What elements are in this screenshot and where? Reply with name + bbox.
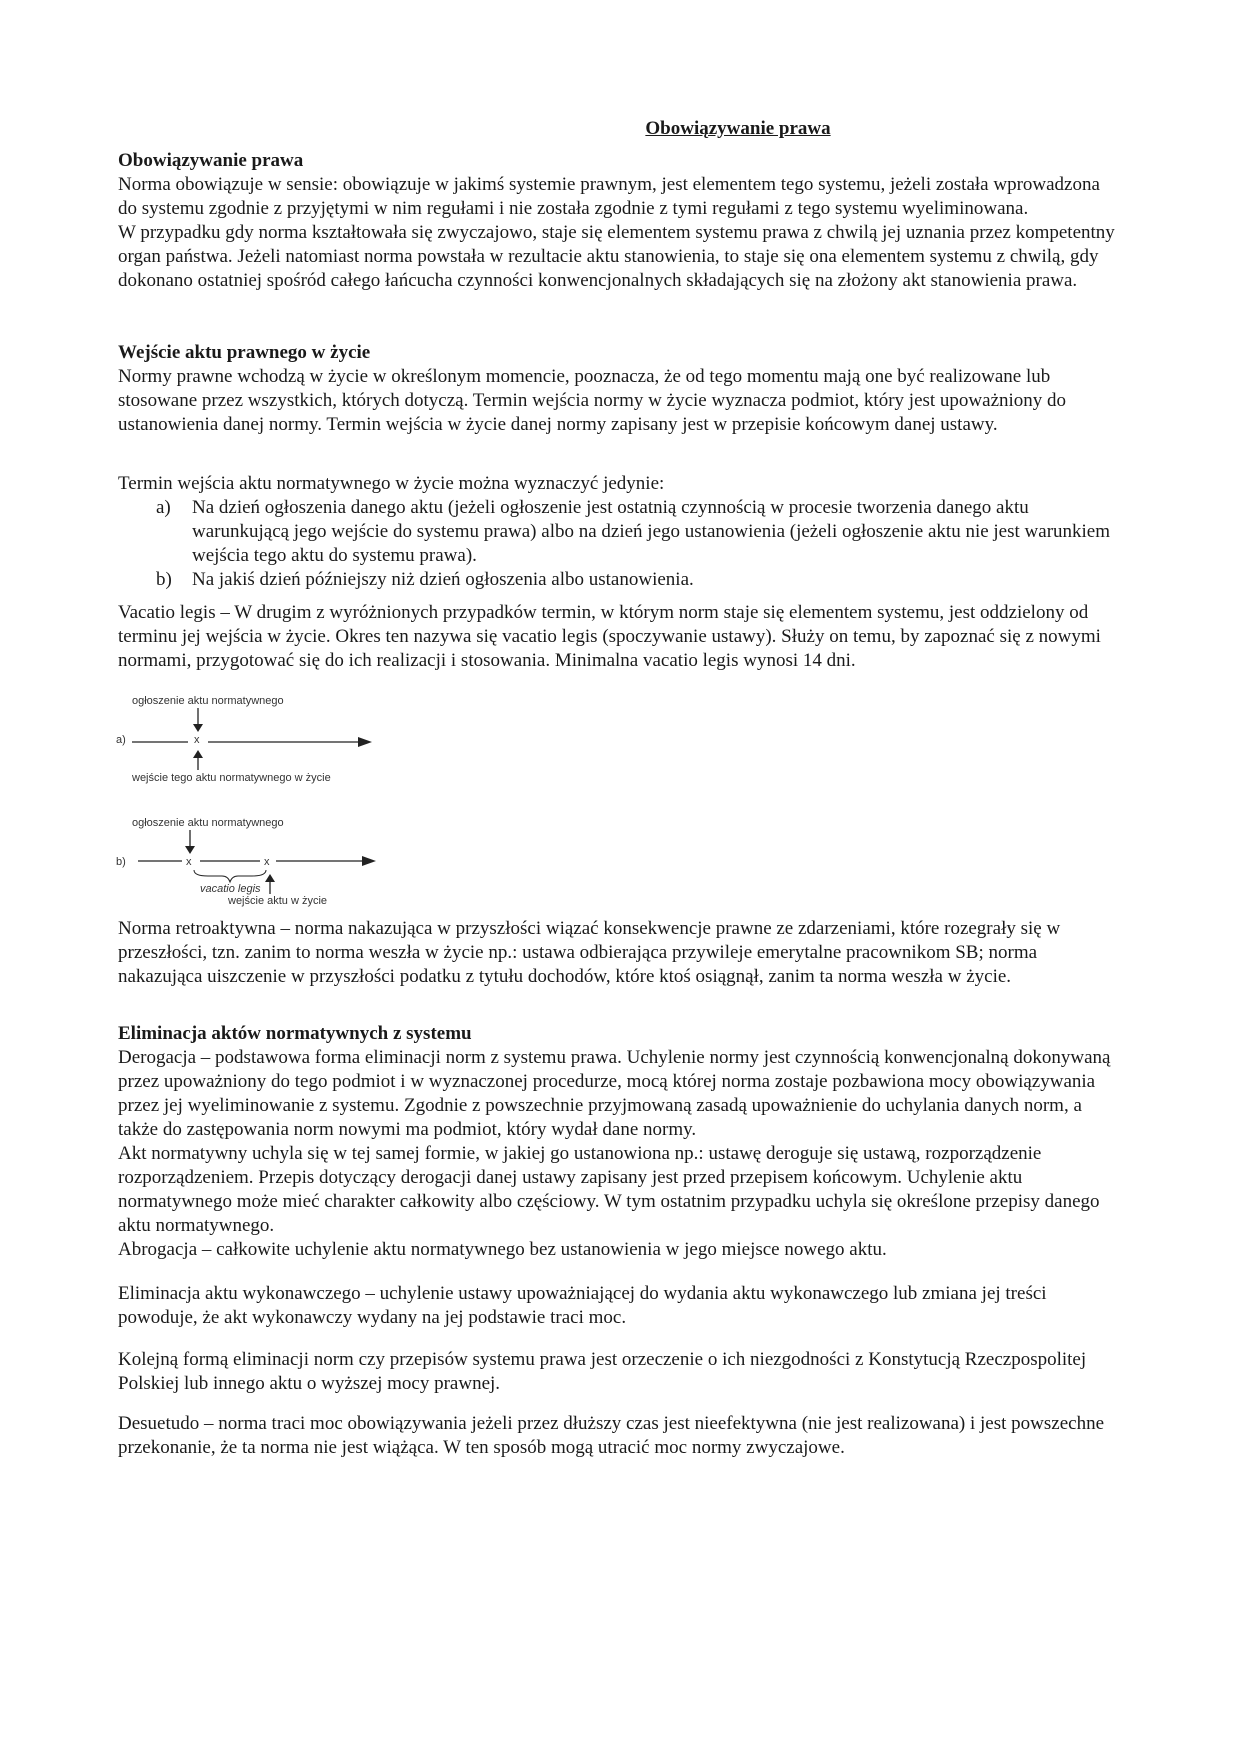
arrowhead (265, 874, 275, 882)
paragraph: Kolejną formą eliminacji norm czy przepisów systemu prawa jest orzeczenie o ich niezgodności z Konstytucją Rzeczpospolitej Polskiej lub innego aktu o wyższej mocy prawnej. (118, 1349, 1087, 1394)
timeline-mark: x (194, 734, 200, 746)
diagram-label: wejście aktu w życie (228, 895, 328, 907)
arrowhead (193, 750, 203, 758)
paragraph: Norma retroaktywna – norma nakazująca w przyszłości wiązać konsekwencje prawne ze zdarzeniami, które rozegrały się w przeszłości, tzn. zanim to norma weszła w życie np.: ustawa odbierająca przywileje emerytalne pracownikom SB; norma nakazująca uiszczenie w przyszłości podatku z tytułu dochodów, które ktoś osiągnął, zanim ta norma weszła w życie. (118, 918, 1061, 987)
section-eliminacja (118, 1022, 1123, 1238)
timeline-diagram-a (118, 690, 438, 795)
arrowhead (358, 737, 372, 747)
diagram-label: wejście tego aktu normatywnego w życie (132, 772, 331, 784)
diagram-label: ogłoszenie aktu normatywnego (132, 817, 284, 829)
diagram-label: ogłoszenie aktu normatywnego (132, 695, 284, 707)
paragraph: Derogacja – podstawowa forma eliminacji norm z systemu prawa. Uchylenie normy jest czynnością konwencjonalną dokonywaną przez upoważniony do tego podmiot i w wyznaczonej procedurze, mocą której norma zostaje pozbawiona mocy obowiązywania przez jej wyeliminowanie z systemu. Zgodnie z powszechnie przyjmowaną zasadą upoważnienie do uchylania danych norm, a także do zastępowania norm nowymi ma podmiot, który wydał dane normy. (118, 1047, 1111, 1140)
list-marker: a) (156, 497, 171, 518)
paragraph: Normy prawne wchodzą w życie w określonym momencie, pooznacza, że od tego momentu mają one być realizowane lub stosowane przez wszystkich, których dotyczą. Termin wejścia normy w życie wyznacza podmiot, który jest upoważniony do ustanowienia danej normy. Termin wejścia w życie danej normy zapisany jest w przepisie końcowym danej ustawy. (118, 366, 1067, 435)
paragraph: Termin wejścia aktu normatywnego w życie można wyznaczyć jedynie: (118, 473, 665, 494)
section-desuetudo (118, 1412, 1123, 1460)
section-heading: Obowiązywanie prawa (118, 150, 304, 171)
timeline-mark: x (264, 856, 270, 868)
paragraph: Vacatio legis – W drugim z wyróżnionych przypadków termin, w którym norm staje się elementem systemu, jest oddzielony od terminu jej wejścia w życie. Okres ten nazywa się vacatio legis (spoczywanie ustawy). Służy on temu, by zapoznać się z nowymi normami, przygotować się do ich realizacji i stosowania. Minimalna vacatio legis wynosi 14 dni. (118, 602, 1101, 671)
list-item (118, 496, 1123, 568)
paragraph: Akt normatywny uchyla się w tej samej formie, w jakiej go ustanowiona np.: ustawę deroguje się ustawą, rozporządzenie rozporządzeniem. Przepis dotyczący derogacji danej ustawy zapisany jest przed przepisem końcowym. Uchylenie aktu normatywnego może mieć charakter całkowity albo częściowy. W tym ostatnim przypadku uchyla się określone przepisy danego aktu normatywnego. (118, 1143, 1100, 1236)
section-heading: Wejście aktu prawnego w życie (118, 342, 371, 363)
vacatio-legis-brace (194, 870, 266, 882)
paragraph: Eliminacja aktu wykonawczego – uchylenie ustawy upoważniającej do wydania aktu wykonawczego lub zmiana jej treści powoduje, że akt wykonawczy wydany na jej podstawie traci moc. (118, 1283, 1047, 1328)
page-title: Obowiązywanie prawa (645, 118, 831, 139)
section-akt-wykonawczy (118, 1282, 1123, 1330)
paragraph: Desuetudo – norma traci moc obowiązywania jeżeli przez dłuższy czas jest nieefektywna (nie jest realizowana) i jest powszechne przekonanie, że ta norma nie jest wiążąca. W ten sposób mogą utracić moc normy zwyczajowe. (118, 1413, 1104, 1458)
arrowhead (185, 846, 195, 854)
section-orzeczenie (118, 1348, 1123, 1396)
arrowhead (362, 856, 376, 866)
paragraph: W przypadku gdy norma kształtowała się zwyczajowo, staje się elementem systemu prawa z chwilą jej uznania przez kompetentny organ państwa. Jeżeli natomiast norma powstała w rezultacie aktu stanowienia, to staje się ona elementem systemu z chwilą, gdy dokonano ostatniej spośród całego łańcucha czynności konwencjonalnych składających się na złożony akt stanowienia prawa. (118, 222, 1115, 291)
brace-label: vacatio legis (200, 883, 261, 895)
timeline-arrows-a (118, 690, 378, 795)
section-vacatio-legis (118, 601, 1123, 673)
list-marker: b) (156, 569, 172, 590)
timeline-mark: x (186, 856, 192, 868)
list-item-text: Na dzień ogłoszenia danego aktu (jeżeli ogłoszenie jest ostatnią czynnością w procesie tworzenia danego aktu warunkującą jego wejście do systemu prawa) albo na dzień jego ustanowienia (jeżeli ogłoszenie aktu nie jest warunkiem wejścia tego aktu do systemu prawa). (192, 497, 1111, 566)
section-retroaktywna (118, 917, 1123, 989)
diagram-row-label: a) (116, 734, 126, 746)
section-termin-list (118, 472, 1123, 592)
section-abrogacja (118, 1238, 1123, 1262)
timeline-diagram-b (118, 812, 438, 912)
list-item-text: Na jakiś dzień późniejszy niż dzień ogłoszenia albo ustanowienia. (192, 569, 694, 590)
section-heading: Eliminacja aktów normatywnych z systemu (118, 1023, 472, 1044)
arrowhead (193, 724, 203, 732)
timeline-arrows-b (118, 812, 388, 912)
paragraph: Norma obowiązuje w sensie: obowiązuje w jakimś systemie prawnym, jest elementem tego systemu, jeżeli została wprowadzona do systemu zgodnie z przyjętymi w nim regułami i nie została zgodnie z tymi regułami z tego systemu wyeliminowana. (118, 174, 1100, 219)
section-obowiazywanie (118, 149, 1123, 293)
list-item (118, 568, 1123, 592)
paragraph: Abrogacja – całkowite uchylenie aktu normatywnego bez ustanowienia w jego miejsce nowego aktu. (118, 1239, 887, 1260)
diagram-row-label: b) (116, 856, 126, 868)
section-wejscie-w-zycie (118, 341, 1123, 437)
